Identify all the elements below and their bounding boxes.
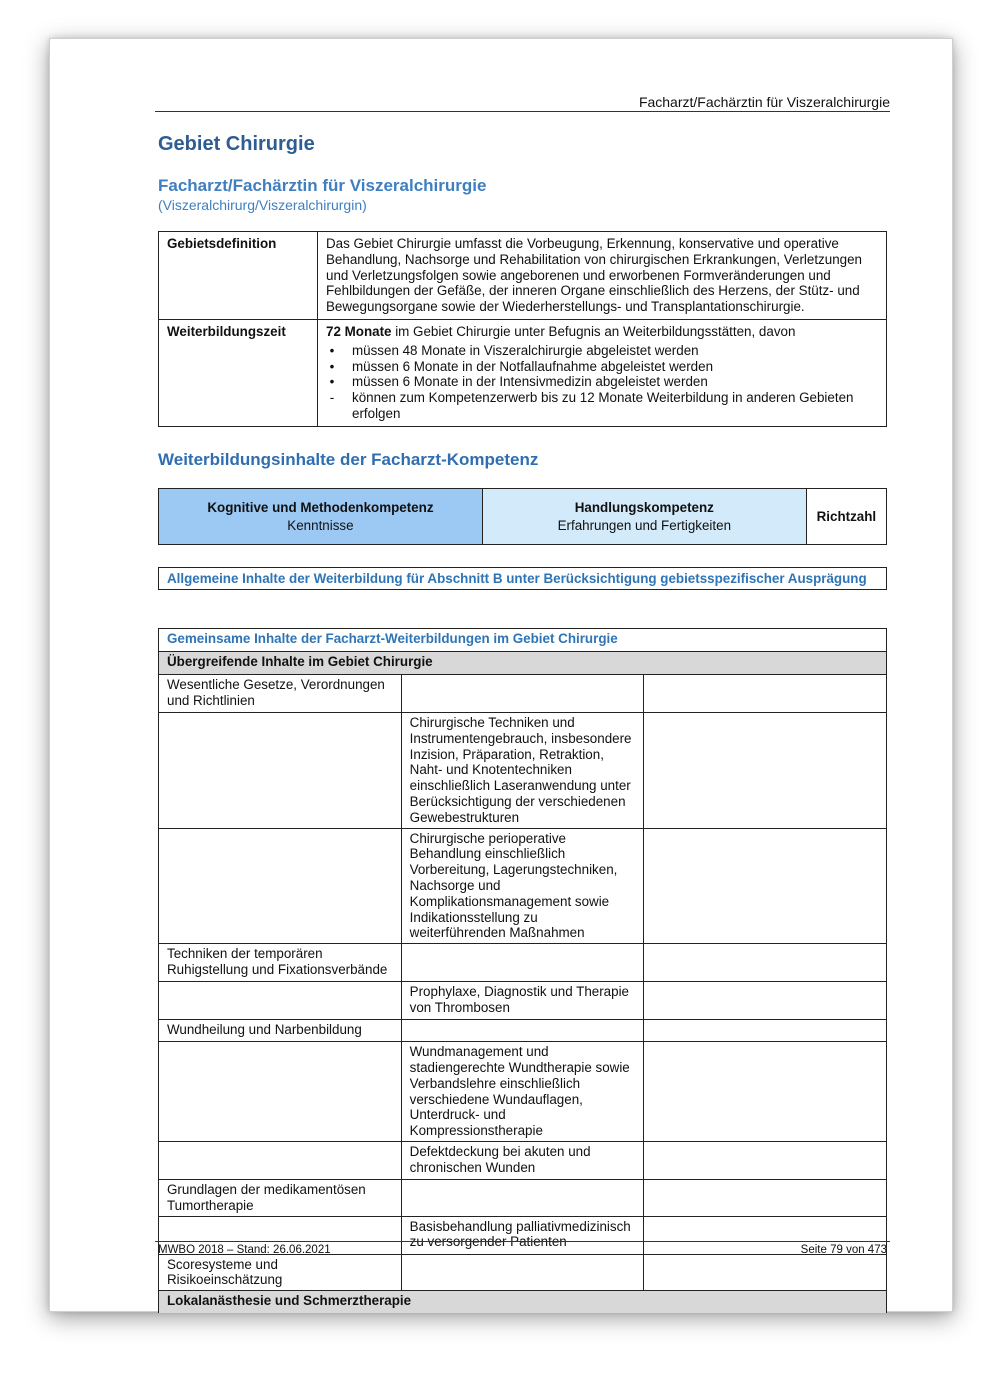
richtzahl-cell <box>644 1179 887 1216</box>
list-item-text: müssen 6 Monate in der Notfallaufnahme abgeleistet werden <box>352 358 714 374</box>
subsection-heading: Übergreifende Inhalte im Gebiet Chirurgie <box>159 652 887 675</box>
definition-table <box>158 231 887 427</box>
bullet-marker: • <box>329 342 335 358</box>
richtzahl-cell <box>644 982 887 1020</box>
richtzahl-cell <box>644 1141 887 1179</box>
handlung-cell: Chirurgische Techniken und Instrumentengebrauch, insbesondere Inzision, Präparation, Retraktion, Naht- und Knotentechniken einschließlich Laseranwendung unter Berücksichtigung der verschiedenen Gewebestrukturen <box>401 713 644 829</box>
common-section-row <box>159 629 887 652</box>
handlung-cell <box>401 675 644 713</box>
richtzahl-cell <box>644 675 887 713</box>
footer-page-number: Seite 79 von 473 <box>800 1244 887 1256</box>
kognitive-cell <box>159 713 402 829</box>
table-row <box>159 1254 887 1291</box>
duration-list <box>326 343 878 422</box>
content-heading: Weiterbildungsinhalte der Facharzt-Kompetenz <box>158 450 539 469</box>
column-richtzahl: Richtzahl <box>806 489 886 545</box>
kognitive-title: Kognitive und Methodenkompetenz <box>207 499 434 515</box>
handlung-subtitle: Erfahrungen und Fertigkeiten <box>557 517 732 533</box>
list-item <box>326 343 878 359</box>
richtzahl-cell <box>644 713 887 829</box>
handlung-cell: Wundmanagement und stadiengerechte Wundtherapie sowie Verbandslehre einschließlich verschiedene Wundauflagen, Unterdruck- und Kompressionstherapie <box>401 1042 644 1142</box>
richtzahl-cell <box>644 1042 887 1142</box>
kognitive-cell <box>159 828 402 944</box>
duration-cell <box>318 319 887 426</box>
kognitive-cell: Scoresysteme und Risikoeinschätzung <box>159 1254 402 1291</box>
duration-bold: 72 Monate <box>326 323 392 339</box>
bullet-marker: • <box>329 358 335 374</box>
kognitive-cell: Wundheilung und Narbenbildung <box>159 1020 402 1042</box>
handlung-cell: Prophylaxe, Diagnostik und Therapie von Thrombosen <box>401 982 644 1020</box>
common-section-heading: Gemeinsame Inhalte der Facharzt-Weiterbildungen im Gebiet Chirurgie <box>159 629 887 652</box>
column-handlung <box>482 489 806 545</box>
table-row <box>159 982 887 1020</box>
kognitive-cell: Grundlagen der medikamentösen Tumortherapie <box>159 1179 402 1216</box>
handlung-cell <box>401 1179 644 1216</box>
document-page <box>49 38 953 1312</box>
richtzahl-cell <box>644 1020 887 1042</box>
page-title: Gebiet Chirurgie <box>158 133 315 155</box>
table-row <box>159 1020 887 1042</box>
definition-row <box>159 232 887 320</box>
duration-label: Weiterbildungszeit <box>159 319 318 426</box>
duration-lead-rest: im Gebiet Chirurgie unter Befugnis an Weiterbildungsstätten, davon <box>391 323 796 339</box>
table-row <box>159 675 887 713</box>
list-item-text: müssen 48 Monate in Viszeralchirurgie abgeleistet werden <box>352 342 699 358</box>
footer-divider <box>155 1241 890 1242</box>
kognitive-cell: Techniken der temporären Ruhigstellung und Fixationsverbände <box>159 944 402 982</box>
list-item <box>326 359 878 375</box>
running-header: Facharzt/Fachärztin für Viszeralchirurgie <box>155 94 890 112</box>
duration-row <box>159 319 887 426</box>
table-row <box>159 713 887 829</box>
handlung-cell <box>401 1020 644 1042</box>
subtitle-note: (Viszeralchirurg/Viszeralchirurgin) <box>158 197 367 213</box>
handlung-title: Handlungskompetenz <box>574 499 714 515</box>
list-item-text: müssen 6 Monate in der Intensivmedizin abgeleistet werden <box>352 374 708 390</box>
general-section-heading: Allgemeine Inhalte der Weiterbildung für Abschnitt B unter Berücksichtigung gebietsspezifischer Ausprägung <box>158 567 887 590</box>
handlung-cell <box>401 1254 644 1291</box>
definition-text: Das Gebiet Chirurgie umfasst die Vorbeugung, Erkennung, konservative und operative Behandlung, Nachsorge und Rehabilitation von chirurgischen Erkrankungen, Verletzungen und Verletzungsfolgen sowie angeborenen und erworbenen Formveränderungen und Fehlbildungen der Gefäße, der inneren Organe einschließlich des Herzens, der Stütz- und Bewegungsorgane sowie der Wiederherstellungs- und Transplantationschirurgie. <box>318 232 887 320</box>
table-row <box>159 828 887 944</box>
content-table <box>158 628 887 1313</box>
section-subtitle: Facharzt/Fachärztin für Viszeralchirurgie <box>158 176 487 195</box>
footer-version: MWBO 2018 – Stand: 26.06.2021 <box>158 1244 331 1256</box>
list-item <box>326 390 878 422</box>
list-item-text: können zum Kompetenzerwerb bis zu 12 Monate Weiterbildung in anderen Gebieten erfolgen <box>352 390 854 421</box>
list-item <box>326 374 878 390</box>
subsection-row <box>159 652 887 675</box>
richtzahl-cell <box>644 1254 887 1291</box>
table-row <box>159 1141 887 1179</box>
handlung-cell: Chirurgische perioperative Behandlung einschließlich Vorbereitung, Lagerungstechniken, Nachsorge und Komplikationsmanagement sowie Indikationsstellung zu weiterführenden Maßnahmen <box>401 828 644 944</box>
kognitive-subtitle: Kenntnisse <box>287 517 354 533</box>
handlung-cell: Defektdeckung bei akuten und chronischen Wunden <box>401 1141 644 1179</box>
kognitive-cell <box>159 1042 402 1142</box>
handlung-cell: Basisbehandlung palliativmedizinisch zu versorgender Patienten <box>401 1216 644 1254</box>
duration-lead <box>326 324 878 340</box>
dash-marker: - <box>329 390 335 406</box>
competence-header-table <box>158 488 887 545</box>
definition-label: Gebietsdefinition <box>159 232 318 320</box>
richtzahl-cell <box>644 944 887 982</box>
column-kognitive <box>159 489 483 545</box>
subsection-heading: Lokalanästhesie und Schmerztherapie <box>159 1291 887 1314</box>
kognitive-cell <box>159 982 402 1020</box>
kognitive-cell: Wesentliche Gesetze, Verordnungen und Richtlinien <box>159 675 402 713</box>
table-row <box>159 1179 887 1216</box>
table-row <box>159 1042 887 1142</box>
table-row <box>159 944 887 982</box>
handlung-cell <box>401 944 644 982</box>
kognitive-cell <box>159 1141 402 1179</box>
bullet-marker: • <box>329 374 335 390</box>
richtzahl-cell <box>644 828 887 944</box>
subsection-row <box>159 1291 887 1314</box>
